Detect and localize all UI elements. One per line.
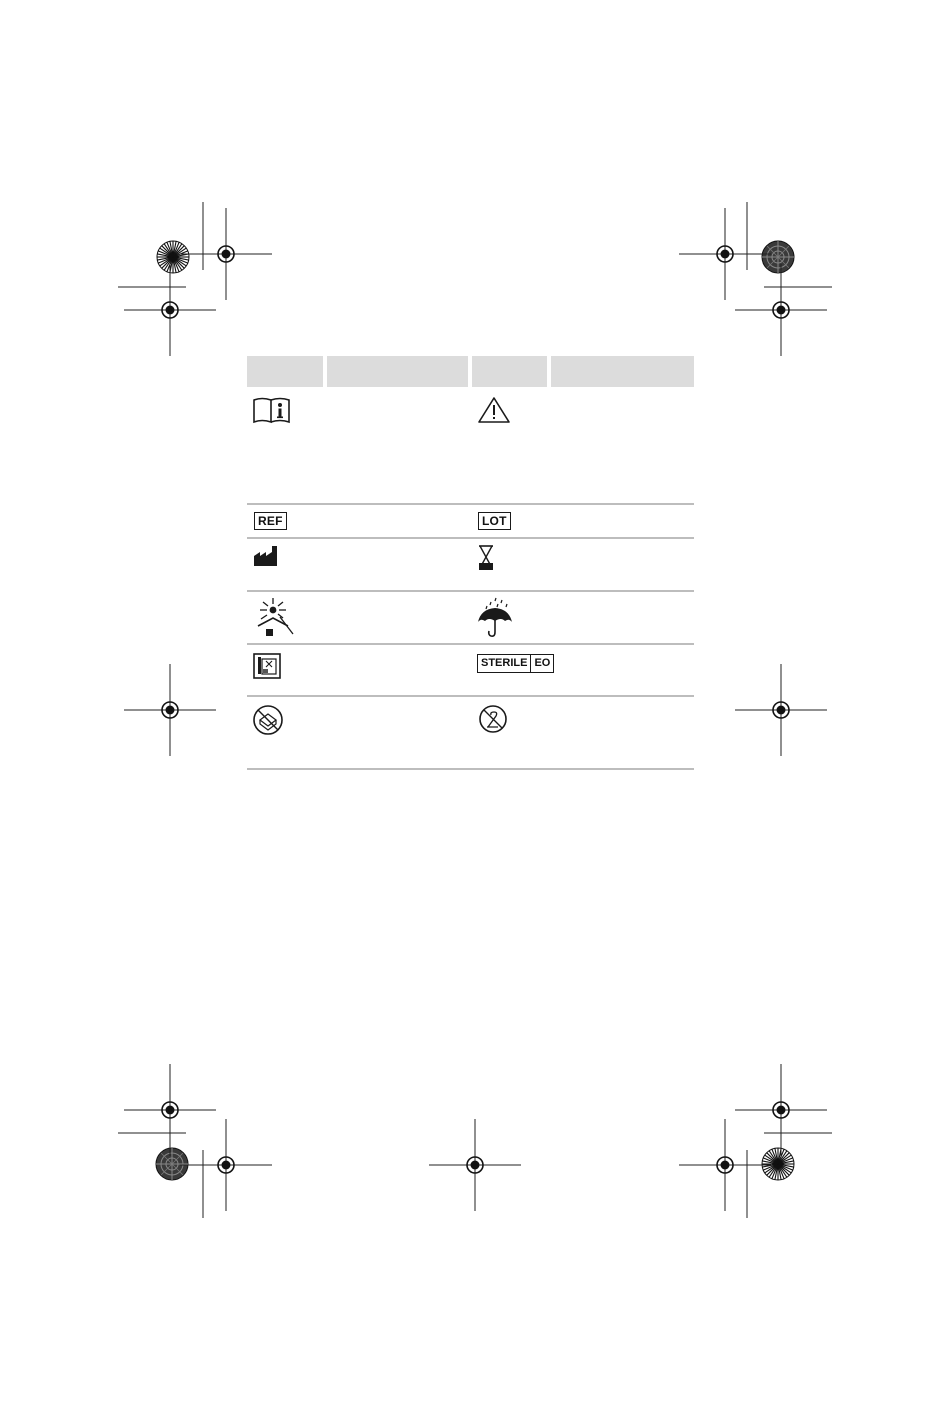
reference-number-symbol: REF xyxy=(254,512,287,530)
do-not-use-if-damaged-icon xyxy=(253,652,283,680)
table-header-cell-1 xyxy=(247,356,323,387)
row-divider xyxy=(247,768,694,770)
manufacturer-icon xyxy=(253,545,279,567)
do-not-reuse-icon xyxy=(477,703,511,735)
expiry-date-icon xyxy=(477,544,497,572)
eo-label: EO xyxy=(530,655,553,672)
caution-icon xyxy=(477,396,511,424)
table-header-cell-2 xyxy=(327,356,468,387)
table-header-cell-4 xyxy=(551,356,694,387)
row-divider xyxy=(247,643,694,645)
row-divider xyxy=(247,503,694,505)
row-divider xyxy=(247,590,694,592)
lot-number-symbol: LOT xyxy=(478,512,511,530)
row-divider xyxy=(247,695,694,697)
table-header-cell-3 xyxy=(472,356,547,387)
keep-away-from-sunlight-icon xyxy=(249,596,297,640)
sterile-label: STERILE xyxy=(481,657,528,669)
row-divider xyxy=(247,537,694,539)
consult-instructions-icon xyxy=(252,396,292,424)
sterile-eo-symbol xyxy=(477,654,554,673)
keep-dry-icon xyxy=(476,596,516,640)
do-not-resterilize-icon xyxy=(251,703,287,737)
